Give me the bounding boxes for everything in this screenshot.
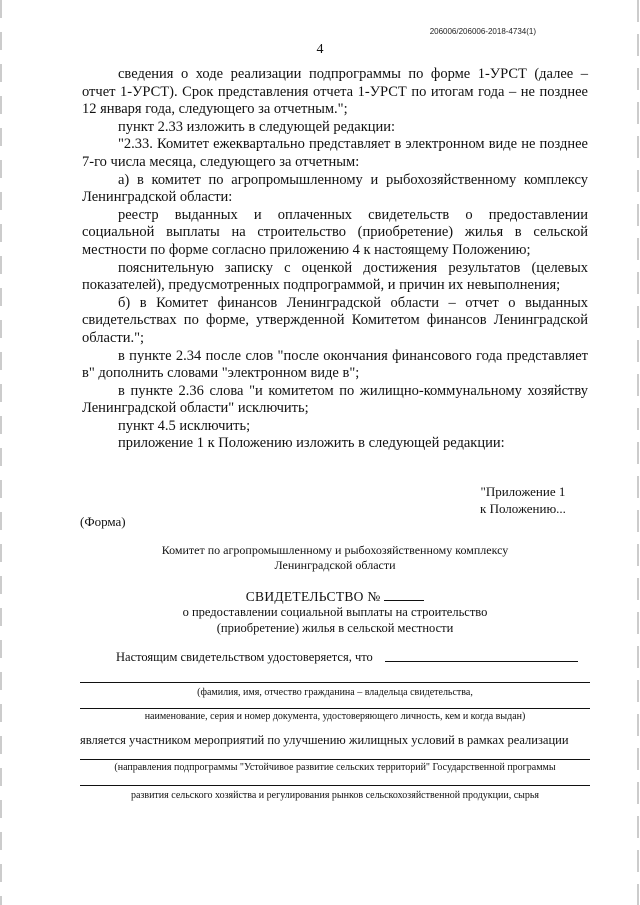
body-paragraph: приложение 1 к Положению изложить в следующей редакции:: [118, 435, 505, 452]
certificate-title-text: СВИДЕТЕЛЬСТВО №: [245, 589, 381, 604]
body-paragraph: пояснительную записку с оценкой достижения результатов (целевых показателей), предусмотренных подпрограммой, и причин их невыполнения;: [82, 259, 588, 294]
committee-line-1: Комитет по агропромышленному и рыбохозяйственному комплексу: [161, 543, 509, 557]
certificate-number-blank: [384, 588, 424, 601]
holder-name-blank: [385, 661, 578, 662]
caption-holder: (фамилия, имя, отчество гражданина – владельца свидетельства,: [197, 687, 473, 698]
holder-line-2: [80, 708, 590, 709]
body-text: [82, 66, 588, 453]
certificate-subtitle-line-2: (приобретение) жилья в сельской местности: [216, 620, 454, 635]
body-paragraph: в пункте 2.34 после слов "после окончания финансового года представляет в" дополнить словами "электронном виде в";: [82, 347, 588, 382]
certify-text: Настоящим свидетельством удостоверяется, что: [116, 650, 373, 664]
appendix-line-1: "Приложение 1: [480, 484, 566, 499]
certificate-subtitle-line-1: о предоставлении социальной выплаты на строительство: [182, 605, 488, 619]
certificate-subtitle: [80, 605, 590, 636]
appendix-note: [480, 483, 566, 517]
body-paragraph: б) в Комитет финансов Ленинградской области – отчет о выданных свидетельствах по форме, утвержденной Комитетом финансов Ленинградской области.";: [82, 294, 588, 346]
committee-line-2: Ленинградской области: [274, 558, 396, 572]
body-paragraph: пункт 4.5 исключить;: [118, 417, 251, 434]
caption-program-1: (направления подпрограммы "Устойчивое развитие сельских территорий" Государственной программы: [114, 762, 556, 773]
participant-text: является участником мероприятий по улучшению жилищных условий в рамках реализации: [80, 733, 569, 747]
caption-document: наименование, серия и номер документа, удостоверяющего личность, кем и когда выдан): [144, 711, 526, 722]
body-paragraph: сведения о ходе реализации подпрограммы по форме 1-УРСТ (далее – отчет 1-УРСТ). Срок представления отчета 1-УРСТ по итогам года – не позднее 12 января года, следующего за отчетным.";: [82, 66, 588, 118]
body-paragraph: реестр выданных и оплаченных свидетельств о предоставлении социальной выплаты на строительство (приобретение) жилья в сельской местности по форме согласно приложению 4 к настоящему Положению;: [82, 206, 588, 258]
page-number: 4: [316, 42, 324, 57]
appendix-line-2: к Положению...: [480, 501, 566, 516]
caption-program-2: развития сельского хозяйства и регулирования рынков сельскохозяйственной продукции, сырья: [130, 790, 540, 801]
body-paragraph: в пункте 2.36 слова "и комитетом по жилищно-коммунальному хозяйству Ленинградской области" исключить;: [82, 382, 588, 417]
program-line-1: [80, 759, 590, 760]
body-paragraph: пункт 2.33 изложить в следующей редакции:: [118, 118, 396, 135]
document-id: 206006/206006-2018-4734(1): [429, 27, 536, 36]
committee-heading: [80, 543, 590, 573]
holder-line-1: [80, 682, 590, 683]
body-paragraph: "2.33. Комитет ежеквартально представляет в электронном виде не позднее 7-го числа месяца, следующего за отчетным:: [82, 136, 588, 170]
form-label: (Форма): [80, 514, 126, 529]
body-paragraph: а) в комитет по агропромышленному и рыбохозяйственному комплексу Ленинградской области:: [82, 171, 588, 206]
program-line-2: [80, 785, 590, 786]
certificate-title: [80, 588, 590, 605]
left-margin-scan-marks: [0, 0, 3, 905]
